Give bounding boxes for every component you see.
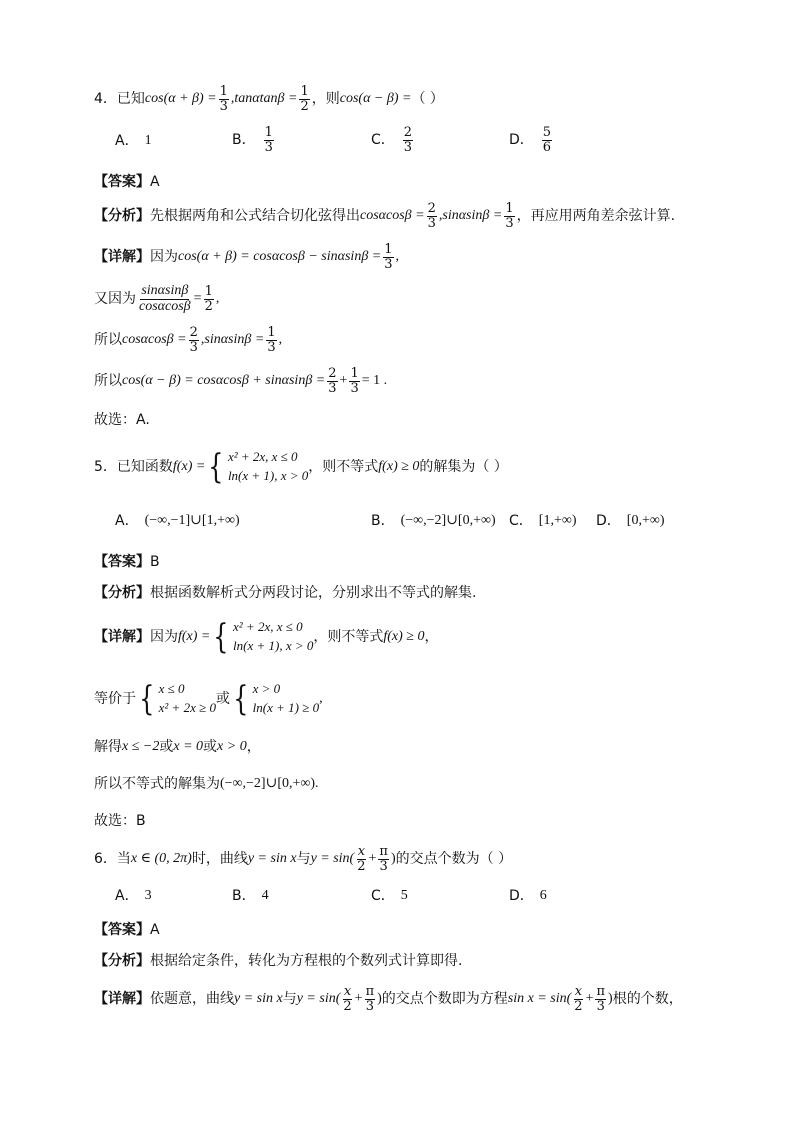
q4-option-a: A． 1 [115, 133, 152, 149]
detail-tag: 【详解】 [94, 628, 150, 645]
q5-detail-line-1: 【详解】 因为 f(x) = { x² + 2x, x ≤ 0 ln(x + 1), x > 0 ，则不等式 f(x) ≥ 0 ， [94, 616, 439, 657]
q6-number: 6． [94, 851, 117, 868]
q6-analysis: 【分析】 根据给定条件，转化为方程根的个数列式计算即得. [94, 953, 463, 969]
q5-option-b: B． (−∞,−2]∪[0,+∞) [371, 513, 496, 529]
q5-detail-line-2: 等价于 { x ≤ 0 x² + 2x ≥ 0 或 { x > 0 ln(x + 1) ≥ 0 , [94, 678, 323, 719]
q4-detail-line-1: 【详解】 因为 cos(α + β) = cosαcosβ − sinαsinβ = $\frac{1}{3}$ , [94, 242, 400, 272]
analysis-tag: 【分析】 [94, 953, 150, 969]
q6-option-c: C． 5 [371, 888, 408, 904]
q4-frac-2: $\frac{1}{2}$ [300, 84, 309, 114]
q4-choice: 故选：A. [94, 412, 150, 428]
q6-option-a: A． 3 [115, 888, 152, 904]
left-brace: { [139, 678, 155, 719]
analysis-tag: 【分析】 [94, 585, 150, 601]
detail-tag: 【详解】 [94, 249, 150, 266]
q4-detail-line-4: 所以 cos(α − β) = cosαcosβ + sinαsinβ = $\frac{2}{3}$ + $\frac{1}{3}$ = 1 . [94, 366, 388, 396]
q6-option-d: D． 6 [509, 888, 547, 904]
q5-choice: 故选：B [94, 813, 146, 829]
q6-option-b: B． 4 [232, 888, 269, 904]
detail-tag: 【详解】 [94, 991, 150, 1008]
q4-detail-line-2: 又因为 $\frac{\sin\alpha\sin\beta}{\cos\alpha\cos\beta}$ = $\frac{1}{2}$ , [94, 283, 220, 314]
q4-detail-line-3: 所以 cosαcosβ = $\frac{2}{3}$ ,sinαsinβ = $\frac{1}{3}$ , [94, 325, 283, 355]
q4-option-c: C． $\frac{2}{3}$ [371, 125, 413, 155]
q4-stem-prefix: 已知 [116, 91, 145, 108]
q6-stem: 6． 当 x ∈ (0, 2π) 时，曲线 y = sin x 与 y = sin( $\frac{x}{2}$ + $\frac{\pi}{3}$ ) 的交点个数为（ ） [94, 844, 513, 874]
left-brace: { [213, 616, 229, 657]
q4-analysis: 【分析】 先根据两角和公式结合切化弦得出 cosαcosβ = $\frac{2}{3}$ ,sinαsinβ = $\frac{1}{3}$ ，再应用两角差余弦计算. [94, 201, 676, 231]
q4-stem [94, 85, 444, 113]
q4-stem-mid: ，则 [311, 91, 340, 108]
q4-cos-diff: cos(α − β) = [339, 91, 412, 107]
answer-tag: 【答案】 [94, 554, 150, 570]
answer-tag: 【答案】 [94, 922, 150, 938]
q5-number: 5． [94, 458, 117, 475]
answer-tag: 【答案】 [94, 174, 150, 190]
q4-option-b: B． $\frac{1}{3}$ [232, 125, 273, 155]
q4-cos-sum: cos(α + β) = [144, 91, 217, 107]
q5-piecewise: x² + 2x, x ≤ 0 ln(x + 1), x > 0 [227, 449, 309, 483]
q5-analysis: 【分析】 根据函数解析式分两段讨论，分别求出不等式的解集. [94, 585, 477, 601]
q5-detail-line-4: 所以不等式的解集为 (−∞,−2]∪[0,+∞). [94, 776, 319, 792]
q6-answer: 【答案】 A [94, 922, 160, 938]
q4-frac-1: $\frac{1}{3}$ [219, 84, 228, 114]
q5-detail-line-3: 解得 x ≤ −2 或 x = 0 或 x > 0 ， [94, 739, 261, 755]
q4-number: 4． [94, 91, 117, 108]
left-brace: { [233, 678, 249, 719]
q5-option-d: D． [0,+∞) [596, 513, 665, 529]
q4-answer: 【答案】 A [94, 174, 160, 190]
left-brace: { [208, 446, 224, 487]
q4-tan-product: ,tanαtanβ = [230, 91, 298, 107]
analysis-tag: 【分析】 [94, 208, 150, 225]
q4-paren: （ ） [411, 91, 444, 108]
q5-option-a: A． (−∞,−1]∪[1,+∞) [115, 513, 240, 529]
q5-option-c: C． [1,+∞) [509, 513, 577, 529]
q6-detail-line-1: 【详解】 依题意，曲线 y = sin x 与 y = sin( $\frac{x}{2}$ + $\frac{\pi}{3}$ ) 的交点个数即为方程 sin x = sin( $\frac{x}{2}$ + $\frac{\pi}{3}$ ) 根的个数， [94, 984, 683, 1014]
q4-option-d: D． $\frac{5}{6}$ [509, 125, 552, 155]
q5-answer: 【答案】 B [94, 554, 160, 570]
q5-stem: 5． 已知函数 f(x) = { x² + 2x, x ≤ 0 ln(x + 1), x > 0 ，则不等式 f(x) ≥ 0 的解集为（ ） [94, 446, 508, 487]
